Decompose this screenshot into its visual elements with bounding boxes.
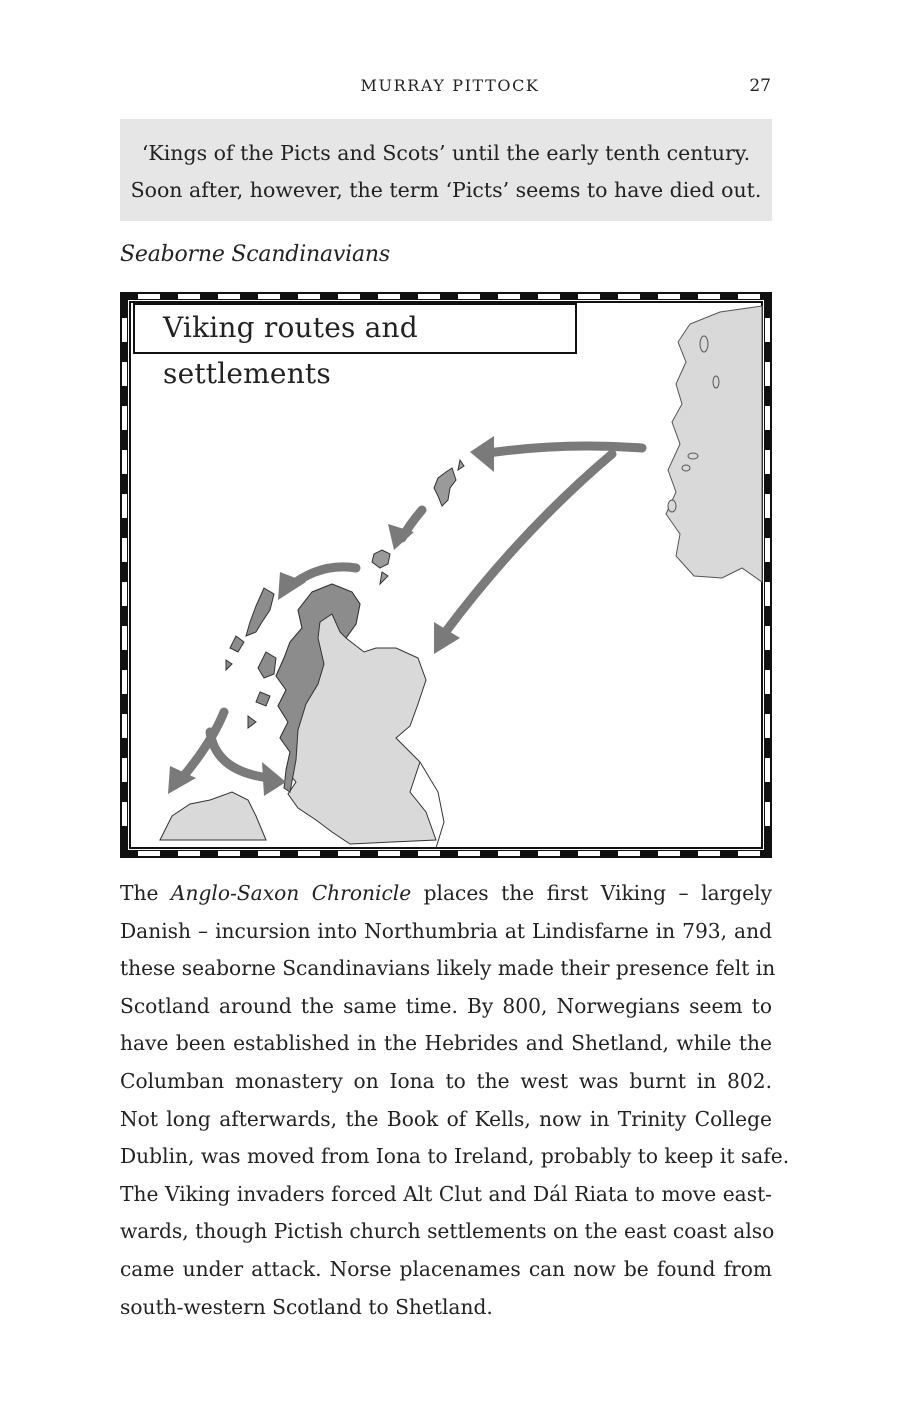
body-line: wards, though Pictish church settlements on the east coast also — [120, 1219, 775, 1244]
body-line: Dublin, was moved from Iona to Ireland, probably to keep it safe. — [120, 1144, 790, 1169]
body-line: Scotland around the same time. By 800, Norwegians seem to — [120, 993, 772, 1018]
body-line: Danish – incursion into Northumbria at Lindisfarne in 793, and — [120, 918, 772, 943]
body-line: came under attack. Norse placenames can now be found from — [120, 1256, 772, 1281]
running-head-author: MURRAY PITTOCK — [360, 76, 540, 95]
body-line: Not long afterwards, the Book of Kells, now in Trinity College — [120, 1106, 772, 1131]
body-line: The Viking invaders forced Alt Clut and Dál Riata to move east- — [120, 1181, 772, 1206]
page-number: 27 — [749, 76, 771, 96]
body-line: have been established in the Hebrides and Shetland, while the — [120, 1031, 772, 1056]
norway-coastline — [666, 306, 762, 582]
body-line: these seaborne Scandinavians likely made their presence felt in — [120, 956, 776, 981]
body-paragraph — [120, 875, 790, 1326]
map-title: Viking routes and settlements — [133, 303, 577, 354]
chronicle-title: Anglo-Saxon Chronicle — [170, 881, 412, 905]
running-head — [0, 76, 900, 100]
body-line: south-western Scotland to Shetland. — [120, 1294, 493, 1319]
callout-line: ‘Kings of the Picts and Scots’ until the early tenth century. — [141, 141, 751, 165]
callout-line: Soon after, however, the term ‘Picts’ seems to have died out. — [130, 178, 762, 202]
section-heading: Seaborne Scandinavians — [120, 242, 390, 267]
body-line: The Anglo-Saxon Chronicle places the first Viking – largely — [120, 881, 772, 905]
body-line: Columban monastery on Iona to the west was burnt in 802. — [120, 1068, 772, 1093]
callout-box — [120, 119, 772, 221]
